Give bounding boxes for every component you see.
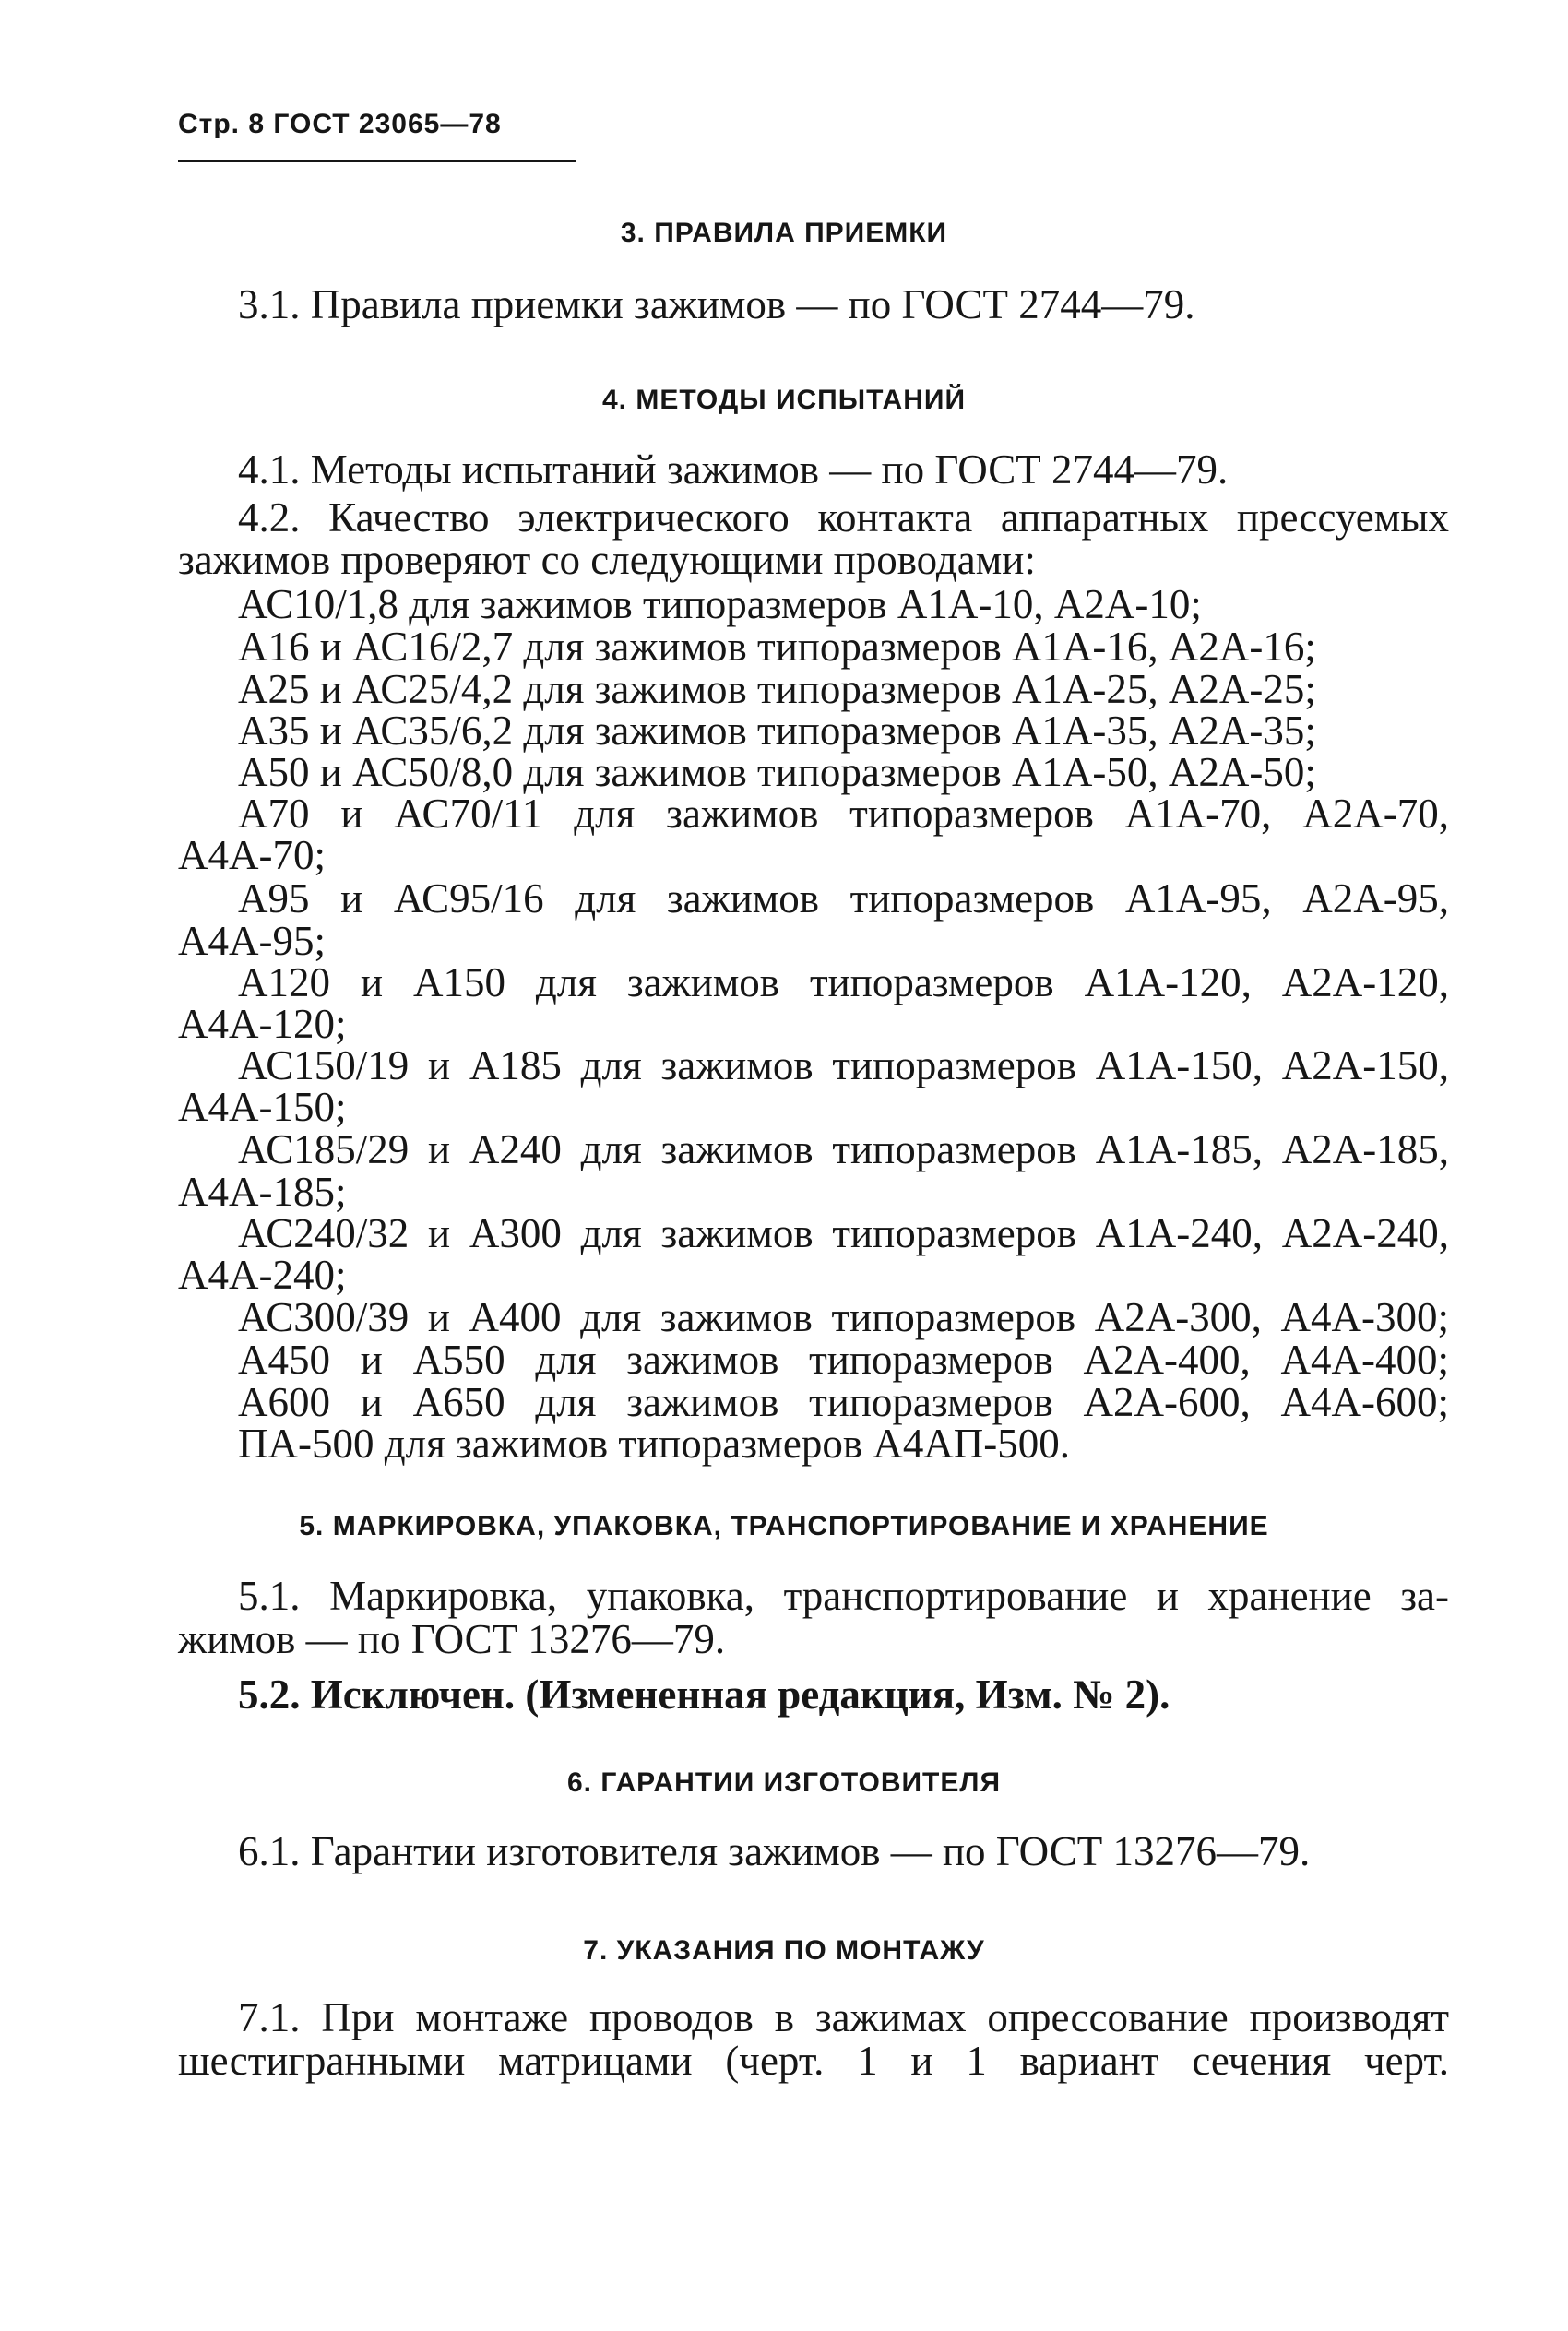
- section-5-heading: 5. МАРКИРОВКА, УПАКОВКА, ТРАНСПОРТИРОВАНИЕ И ХРАНЕНИЕ: [299, 1511, 1269, 1541]
- list-item-continuation: А4А-95;: [178, 918, 326, 964]
- list-item: А16 и АС16/2,7 для зажимов типоразмеров А1А-16, А2А-16;: [238, 624, 1316, 670]
- section-7-heading: 7. УКАЗАНИЯ ПО МОНТАЖУ: [583, 1935, 985, 1966]
- para-7-1-line-2: шестигранными матрицами (черт. 1 и 1 вариант сечения черт.: [178, 2038, 1449, 2084]
- para-4-2-line-1: 4.2. Качество электрического контакта аппаратных прессуемых: [238, 494, 1449, 541]
- list-item: АС300/39 и А400 для зажимов типоразмеров А2А-300, А4А-300;: [238, 1294, 1449, 1340]
- header-rule: [178, 160, 576, 162]
- para-4-1: 4.1. Методы испытаний зажимов — по ГОСТ 2744—79.: [238, 446, 1229, 493]
- list-item: ПА-500 для зажимов типоразмеров А4АП-500.: [238, 1421, 1071, 1467]
- list-item: А35 и АС35/6,2 для зажимов типоразмеров А1А-35, А2А-35;: [238, 708, 1316, 754]
- para-5-1-line-1: 5.1. Маркировка, упаковка, транспортирование и хранение за-: [238, 1573, 1449, 1619]
- list-item-continuation: А4А-120;: [178, 1001, 347, 1047]
- list-item: АС10/1,8 для зажимов типоразмеров А1А-10, А2А-10;: [238, 581, 1202, 627]
- section-4-heading: 4. МЕТОДЫ ИСПЫТАНИЙ: [602, 385, 966, 415]
- para-7-1-line-1: 7.1. При монтаже проводов в зажимах опрессование производят: [238, 1994, 1449, 2040]
- list-item-continuation: А4А-150;: [178, 1084, 347, 1130]
- list-item: А50 и АС50/8,0 для зажимов типоразмеров А1А-50, А2А-50;: [238, 749, 1316, 795]
- list-item-continuation: А4А-240;: [178, 1252, 347, 1298]
- list-item: А70 и АС70/11 для зажимов типоразмеров А1А-70, А2А-70,: [238, 791, 1449, 837]
- list-item: АС240/32 и А300 для зажимов типоразмеров А1А-240, А2А-240,: [238, 1210, 1449, 1256]
- page-header: Стр. 8 ГОСТ 23065—78: [178, 109, 502, 139]
- para-3-1: 3.1. Правила приемки зажимов — по ГОСТ 2744—79.: [238, 281, 1195, 327]
- list-item-continuation: А4А-70;: [178, 832, 326, 878]
- list-item-continuation: А4А-185;: [178, 1169, 347, 1215]
- list-item: А600 и А650 для зажимов типоразмеров А2А-600, А4А-600;: [238, 1379, 1449, 1425]
- list-item: А25 и АС25/4,2 для зажимов типоразмеров А1А-25, А2А-25;: [238, 666, 1316, 712]
- section-3-heading: 3. ПРАВИЛА ПРИЕМКИ: [620, 218, 948, 248]
- para-5-2: 5.2. Исключен. (Измененная редакция, Изм. № 2).: [238, 1671, 1170, 1718]
- list-item: А120 и А150 для зажимов типоразмеров А1А-120, А2А-120,: [238, 959, 1449, 1005]
- list-item: А450 и А550 для зажимов типоразмеров А2А-400, А4А-400;: [238, 1337, 1449, 1383]
- list-item: А95 и АС95/16 для зажимов типоразмеров А1А-95, А2А-95,: [238, 875, 1449, 922]
- section-6-heading: 6. ГАРАНТИИ ИЗГОТОВИТЕЛЯ: [566, 1767, 1001, 1798]
- para-6-1: 6.1. Гарантии изготовителя зажимов — по ГОСТ 13276—79.: [238, 1828, 1311, 1874]
- para-5-1-line-2: жимов — по ГОСТ 13276—79.: [178, 1616, 726, 1662]
- list-item: АС150/19 и А185 для зажимов типоразмеров А1А-150, А2А-150,: [238, 1042, 1449, 1088]
- list-item: АС185/29 и А240 для зажимов типоразмеров А1А-185, А2А-185,: [238, 1126, 1449, 1172]
- para-4-2-line-2: зажимов проверяют со следующими проводами:: [178, 537, 1036, 583]
